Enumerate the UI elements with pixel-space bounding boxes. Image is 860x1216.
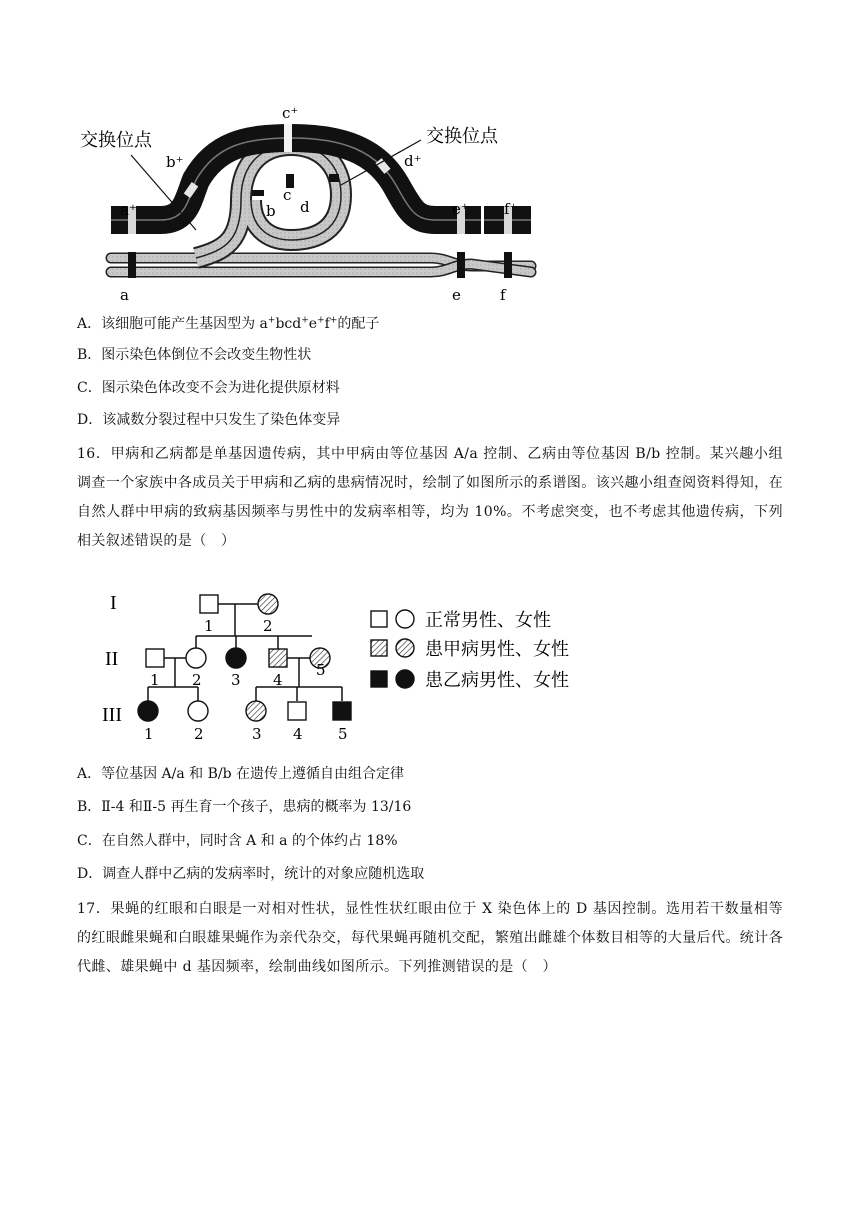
pedigree-chart <box>100 585 590 747</box>
legend-disease-a-male-icon <box>371 640 387 656</box>
q16-stem: 16．甲病和乙病都是单基因遗传病，其中甲病由等位基因 A/a 控制、乙病由等位基因 B/b 控制。某兴趣小组调查一个家族中各成员关于甲病和乙病的患病情况时，绘制了如图所示的系谱图。该兴趣小组查阅资料得知，在自然人群中甲病的致病基因频率与男性中的发病率相等，均为 10%。不考虑突变，也不考虑其他遗传病，下列相关叙述错误的是（ ） <box>77 446 783 549</box>
sup-4: + <box>329 315 338 326</box>
legend-disease-b-male-icon <box>371 671 387 687</box>
q17-stem: 17．果蝇的红眼和白眼是一对相对性状，显性性状红眼由位于 X 染色体上的 D 基因控制。选用若干数量相等的红眼雌果蝇和白眼雄果蝇作为亲代杂交，每代果蝇再随机交配，繁殖出雌雄个体数目相等的大量后代。统计各代雌、雄果蝇中 d 基因频率，绘制曲线如图所示。下列推测错误的是（ ） <box>77 901 783 975</box>
gene-label-f: f <box>500 286 506 304</box>
legend-disease-b-female-icon <box>396 670 414 688</box>
legend-disease-b-label: 患乙病男性、女性 <box>425 670 569 691</box>
exchange-right-label: 交换位点 <box>426 126 498 147</box>
pedigree-iii2-label: 2 <box>194 725 204 743</box>
pedigree-iii5-disease-b-male <box>333 702 351 720</box>
legend-normal-label: 正常男性、女性 <box>425 610 551 631</box>
q16-option-c: C．在自然人群中，同时含 A 和 a 的个体约占 18% <box>77 833 398 849</box>
q15-option-c: C．图示染色体改变不会为进化提供原材料 <box>77 380 340 396</box>
gene-label-d-plus: d⁺ <box>404 152 422 170</box>
pedigree-iii3-disease-a-female <box>246 701 266 721</box>
gene-label-c-plus: c⁺ <box>282 104 299 122</box>
q15-option-a-prefix: A．该细胞可能产生基因型为 a <box>77 316 268 332</box>
pedigree-i2-disease-a-female <box>258 594 278 614</box>
pedigree-iii3-label: 3 <box>252 725 262 743</box>
q16-option-d: D．调查人群中乙病的发病率时，统计的对象应随机选取 <box>77 866 425 882</box>
pedigree-ii5-label: 5 <box>316 661 326 679</box>
legend-normal-male-icon <box>371 611 387 627</box>
pedigree-ii4-disease-a-male <box>269 649 287 667</box>
gene-label-e: e <box>452 286 461 304</box>
pedigree-ii4-label: 4 <box>273 671 283 689</box>
q15-option-a-e: e <box>308 316 318 332</box>
pedigree-ii3-disease-b-female <box>226 648 246 668</box>
gene-label-b-plus: b⁺ <box>166 153 184 171</box>
q15-option-d: D．该减数分裂过程中只发生了染色体变异 <box>77 412 341 428</box>
pedigree-ii2-normal-female <box>186 648 206 668</box>
pedigree-iii2-normal-female <box>188 701 208 721</box>
chromosome-inversion-figure <box>76 100 546 304</box>
gene-label-a: a <box>120 286 129 304</box>
legend-normal-female-icon <box>396 610 414 628</box>
gene-label-f-plus: f⁺ <box>504 200 518 218</box>
generation-label-ii: II <box>105 648 119 670</box>
pedigree-iii1-label: 1 <box>144 725 154 743</box>
pedigree-iii4-label: 4 <box>293 725 303 743</box>
pedigree-i2-label: 2 <box>263 617 273 635</box>
pedigree-i1-normal-male <box>200 595 218 613</box>
q16-option-b: B．Ⅱ-4 和Ⅱ-5 再生育一个孩子，患病的概率为 13/16 <box>77 799 412 815</box>
pedigree-iii5-label: 5 <box>338 725 348 743</box>
q15-option-a <box>77 314 379 334</box>
pedigree-ii3-label: 3 <box>231 671 241 689</box>
q15-option-b: B．图示染色体倒位不会改变生物性状 <box>77 347 312 363</box>
gene-label-e-plus: e⁺ <box>452 200 469 218</box>
sup-3: + <box>317 315 325 326</box>
q15-option-a-f: f <box>324 316 330 332</box>
pedigree-ii1-normal-male <box>146 649 164 667</box>
pedigree-iii1-disease-b-female <box>138 701 158 721</box>
gene-label-b: b <box>266 202 276 220</box>
sup-2: + <box>301 315 309 326</box>
gene-label-d: d <box>300 198 310 216</box>
sup-1: + <box>267 315 276 326</box>
q15-option-a-mid: bcd <box>275 316 302 332</box>
gene-label-c: c <box>283 186 292 204</box>
legend-disease-a-female-icon <box>396 639 414 657</box>
q16-option-a: A．等位基因 A/a 和 B/b 在遗传上遵循自由组合定律 <box>77 766 405 782</box>
q15-option-a-suffix: 的配子 <box>337 316 380 332</box>
pedigree-iii4-normal-male <box>288 702 306 720</box>
generation-label-i: I <box>110 592 117 614</box>
exchange-left-label: 交换位点 <box>80 130 152 151</box>
pedigree-ii2-label: 2 <box>192 671 202 689</box>
generation-label-iii: III <box>102 704 122 726</box>
pedigree-ii1-label: 1 <box>150 671 160 689</box>
pedigree-i1-label: 1 <box>204 617 214 635</box>
gene-label-a-plus: a⁺ <box>120 201 137 219</box>
legend-disease-a-label: 患甲病男性、女性 <box>425 639 569 660</box>
lower-chromosome <box>111 252 531 278</box>
